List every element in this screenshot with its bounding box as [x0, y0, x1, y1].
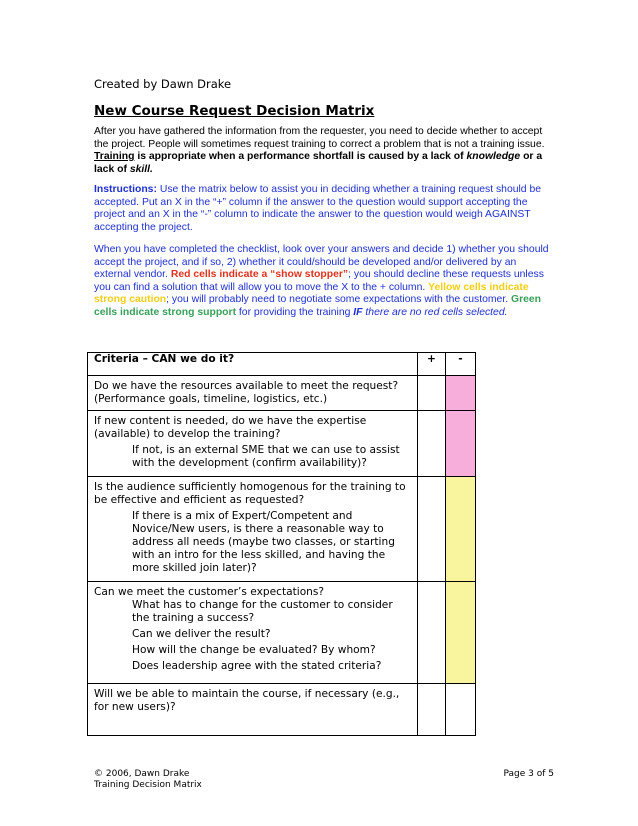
intro-or-lack-of: or a lack of [94, 151, 543, 175]
intro-training-word: Training [94, 151, 135, 163]
plus-checkbox-cell[interactable] [418, 411, 446, 477]
criteria-cell [88, 582, 418, 684]
guidance-text-1: When you have completed the checklist, look over your answers and decide 1) whether you should accept the project, and if so, 2) whether it could/should be developed and/or delivered by an external vendor. [94, 244, 549, 281]
table-row [88, 376, 476, 411]
minus-checkbox-cell[interactable] [446, 411, 476, 477]
footer-left [94, 769, 202, 791]
minus-checkbox-cell[interactable] [446, 477, 476, 582]
table-row [88, 411, 476, 477]
intro-paragraph [94, 126, 554, 176]
criteria-question: Can we meet the customer’s expectations? [94, 586, 325, 598]
instructions-label: Instructions: [94, 184, 157, 195]
criteria-question: Is the audience sufficiently homogenous for the training to be effective and efficient as requested? [94, 481, 406, 506]
criteria-question: Will we be able to maintain the course, if necessary (e.g., for new users)? [94, 688, 400, 713]
plus-checkbox-cell[interactable] [418, 376, 446, 411]
criteria-subquestion: If there is a mix of Expert/Competent and Novice/New users, is there a reasonable way to address all needs (maybe two classes, or starting with an intro for the less skilled, and having the more skilled join later)? [132, 510, 395, 574]
page-title: New Course Request Decision Matrix [94, 103, 375, 119]
plus-checkbox-cell[interactable] [418, 582, 446, 684]
intro-knowledge: knowledge [466, 151, 521, 163]
footer-doc-name: Training Decision Matrix [94, 780, 202, 790]
criteria-subquestion: Can we deliver the result? [132, 628, 271, 640]
guidance-if: IF [353, 306, 363, 318]
table-row [88, 477, 476, 582]
table-row [88, 582, 476, 684]
instructions-text: Use the matrix below to assist you in deciding whether a training request should be accepted. Put an X in the “+” column if the answer to the question would support accepting the project and an X in the “-” column to indicate the answer to the question would weigh AGAINST accepting the project. [94, 184, 542, 233]
minus-header: - [446, 353, 476, 376]
criteria-subquestion: Does leadership agree with the stated criteria? [132, 660, 382, 672]
minus-checkbox-cell[interactable] [446, 582, 476, 684]
guidance-red-note: Red cells indicate a “show stopper” [170, 269, 349, 281]
guidance-text-5: there are no red cells selected. [365, 306, 508, 318]
matrix-header-row [88, 353, 476, 376]
criteria-subquestion: How will the change be evaluated? By whom? [132, 644, 376, 656]
guidance-text-2: ; you should decline these requests unless you can find a solution that will allow you to move the X to the + column. [94, 269, 544, 293]
criteria-question: If new content is needed, do we have the expertise (available) to develop the training? [94, 415, 367, 440]
instructions-paragraph [94, 184, 554, 234]
criteria-cell [88, 684, 418, 736]
table-row [88, 684, 476, 736]
guidance-text-4: for providing the training [238, 306, 351, 318]
plus-checkbox-cell[interactable] [418, 684, 446, 736]
criteria-subquestion: If not, is an external SME that we can use to assist with the development (confirm availability)? [132, 444, 400, 469]
intro-skill: skill. [129, 163, 153, 175]
criteria-subquestion: What has to change for the customer to consider the training a success? [132, 599, 393, 624]
criteria-cell [88, 411, 418, 477]
criteria-cell [88, 477, 418, 582]
footer-page-number: Page 3 of 5 [503, 769, 554, 779]
minus-checkbox-cell[interactable] [446, 684, 476, 736]
guidance-green-note: Green cells indicate strong support [94, 294, 542, 318]
criteria-question: Do we have the resources available to meet the request? (Performance goals, timeline, logistics, etc.) [94, 380, 399, 405]
intro-text-2: is appropriate when a performance shortfall is caused by a lack of [137, 151, 464, 163]
criteria-header: Criteria – CAN we do it? [88, 353, 418, 376]
guidance-text-3: ; you will probably need to negotiate some expectations with the customer. [166, 294, 509, 306]
minus-checkbox-cell[interactable] [446, 376, 476, 411]
guidance-paragraph [94, 244, 554, 320]
intro-text-1: After you have gathered the information from the requester, you need to decide whether to accept the project. People will sometimes request training to correct a problem that is not a training issue. [94, 126, 545, 150]
plus-header: + [418, 353, 446, 376]
decision-matrix-table [87, 352, 476, 736]
plus-checkbox-cell[interactable] [418, 477, 446, 582]
criteria-cell [88, 376, 418, 411]
footer-copyright: © 2006, Dawn Drake [94, 769, 190, 779]
guidance-yellow-note: Yellow cells indicate strong caution [94, 281, 529, 306]
created-by-line: Created by Dawn Drake [94, 77, 232, 91]
